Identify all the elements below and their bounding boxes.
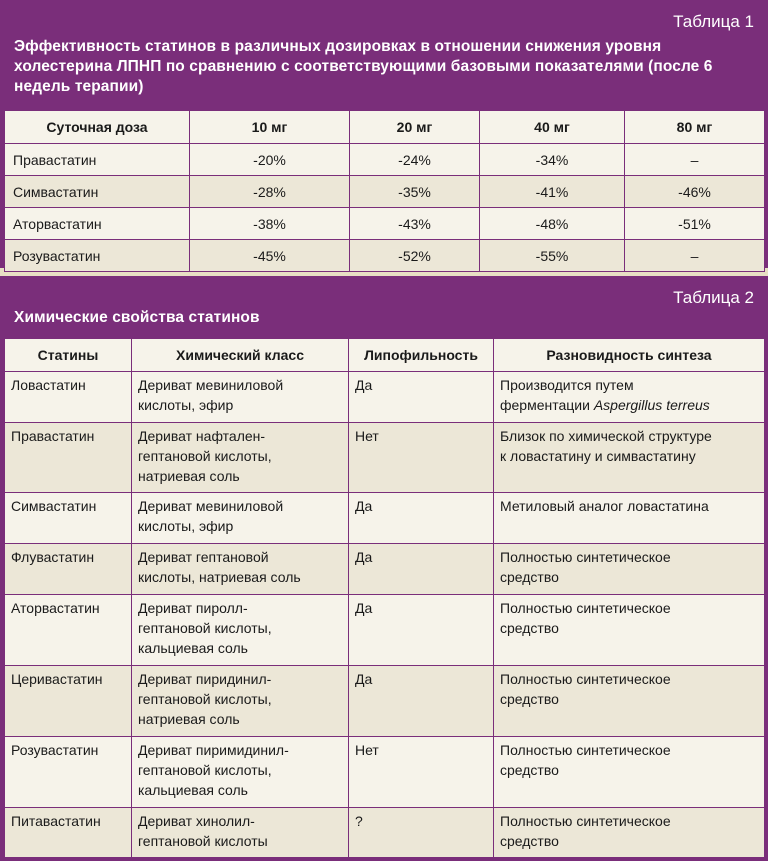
synthesis: Полностью синтетическое средство bbox=[494, 595, 765, 666]
lipophilicity: Да bbox=[349, 493, 494, 544]
statin-name: Питавастатин bbox=[5, 808, 132, 858]
table1-cell: -48% bbox=[480, 208, 625, 240]
table-row bbox=[5, 144, 765, 176]
table1-cell: Правастатин bbox=[5, 144, 190, 176]
chem-class: Дериват мевиниловой кислоты, эфир bbox=[132, 493, 349, 544]
table1-cell: -45% bbox=[190, 240, 350, 272]
lipophilicity: Да bbox=[349, 595, 494, 666]
statin-name: Симвастатин bbox=[5, 493, 132, 544]
lipophilicity: ? bbox=[349, 808, 494, 858]
table2-header-statins: Статины bbox=[5, 339, 132, 372]
table-row bbox=[5, 737, 765, 808]
statin-name: Ловастатин bbox=[5, 372, 132, 423]
table1-cell: -52% bbox=[350, 240, 480, 272]
table1-panel bbox=[0, 0, 768, 268]
synthesis: Полностью синтетическое средство bbox=[494, 808, 765, 858]
chem-class: Дериват пиримидинил- гептановой кислоты, кальциевая соль bbox=[132, 737, 349, 808]
table-row bbox=[5, 595, 765, 666]
table2-title: Химические свойства статинов bbox=[14, 309, 260, 326]
table1-cell: -24% bbox=[350, 144, 480, 176]
chem-class: Дериват пиролл- гептановой кислоты, кальциевая соль bbox=[132, 595, 349, 666]
table-row bbox=[5, 808, 765, 858]
table1-title: Эффективность статинов в различных дозировках в отношении снижения уровня холестерина ЛПНП по сравнению с соответствующими базовыми показателями (после 6 недель терапии) bbox=[14, 38, 713, 95]
chem-class: Дериват пиридинил- гептановой кислоты, натриевая соль bbox=[132, 666, 349, 737]
table1-cell: Симвастатин bbox=[5, 176, 190, 208]
lipophilicity: Нет bbox=[349, 423, 494, 493]
table1-cell: -41% bbox=[480, 176, 625, 208]
table2-header-synthesis: Разновидность синтеза bbox=[494, 339, 765, 372]
table1-cell: -51% bbox=[625, 208, 765, 240]
lipophilicity: Да bbox=[349, 666, 494, 737]
table-row bbox=[5, 493, 765, 544]
lipophilicity: Нет bbox=[349, 737, 494, 808]
table1-cell: Аторвастатин bbox=[5, 208, 190, 240]
table2-header-chem-class: Химический класс bbox=[132, 339, 349, 372]
table1-label: Таблица 1 bbox=[673, 12, 754, 31]
table1-header-dose: Суточная доза bbox=[5, 111, 190, 144]
lipophilicity: Да bbox=[349, 372, 494, 423]
table1-header-10mg: 10 мг bbox=[190, 111, 350, 144]
table1-header-row bbox=[5, 111, 765, 144]
table1-cell: Розувастатин bbox=[5, 240, 190, 272]
table2-wrap bbox=[4, 338, 764, 857]
table-row bbox=[5, 544, 765, 595]
table-row bbox=[5, 240, 765, 272]
table2-label: Таблица 2 bbox=[673, 288, 754, 307]
table1-cell: -38% bbox=[190, 208, 350, 240]
table2-header-row bbox=[5, 339, 765, 372]
table2-header-lipophilicity: Липофильность bbox=[349, 339, 494, 372]
synthesis bbox=[494, 372, 765, 423]
statin-name: Правастатин bbox=[5, 423, 132, 493]
table1-cell: -34% bbox=[480, 144, 625, 176]
statin-name: Флувастатин bbox=[5, 544, 132, 595]
table1-cell: – bbox=[625, 144, 765, 176]
table-row bbox=[5, 423, 765, 493]
chem-class: Дериват гептановой кислоты, натриевая соль bbox=[132, 544, 349, 595]
table1-cell: -55% bbox=[480, 240, 625, 272]
table-row bbox=[5, 372, 765, 423]
chem-class: Дериват мевиниловой кислоты, эфир bbox=[132, 372, 349, 423]
statin-name: Аторвастатин bbox=[5, 595, 132, 666]
synthesis: Метиловый аналог ловастатина bbox=[494, 493, 765, 544]
table1-cell: -28% bbox=[190, 176, 350, 208]
synthesis-species: Aspergillus terreus bbox=[593, 397, 710, 413]
table1-header-20mg: 20 мг bbox=[350, 111, 480, 144]
statin-name: Розувастатин bbox=[5, 737, 132, 808]
synthesis: Близок по химической структуре к ловастатину и симвастатину bbox=[494, 423, 765, 493]
synthesis: Полностью синтетическое средство bbox=[494, 666, 765, 737]
chem-class: Дериват хинолил- гептановой кислоты bbox=[132, 808, 349, 858]
table-row bbox=[5, 208, 765, 240]
table1-cell: -46% bbox=[625, 176, 765, 208]
lipophilicity: Да bbox=[349, 544, 494, 595]
chem-class: Дериват нафтален- гептановой кислоты, натриевая соль bbox=[132, 423, 349, 493]
table1-header-40mg: 40 мг bbox=[480, 111, 625, 144]
table1-cell: -43% bbox=[350, 208, 480, 240]
table1-wrap bbox=[4, 110, 764, 264]
table-row bbox=[5, 176, 765, 208]
table2-panel bbox=[0, 276, 768, 861]
table1-cell: – bbox=[625, 240, 765, 272]
statin-dose-table bbox=[4, 110, 765, 272]
table-row bbox=[5, 666, 765, 737]
table1-cell: -20% bbox=[190, 144, 350, 176]
synthesis: Полностью синтетическое средство bbox=[494, 737, 765, 808]
statin-name: Церивастатин bbox=[5, 666, 132, 737]
table1-cell: -35% bbox=[350, 176, 480, 208]
statin-properties-table bbox=[4, 338, 765, 858]
synthesis-text: Производится путем ферментации bbox=[500, 377, 634, 413]
synthesis: Полностью синтетическое средство bbox=[494, 544, 765, 595]
table1-header-80mg: 80 мг bbox=[625, 111, 765, 144]
